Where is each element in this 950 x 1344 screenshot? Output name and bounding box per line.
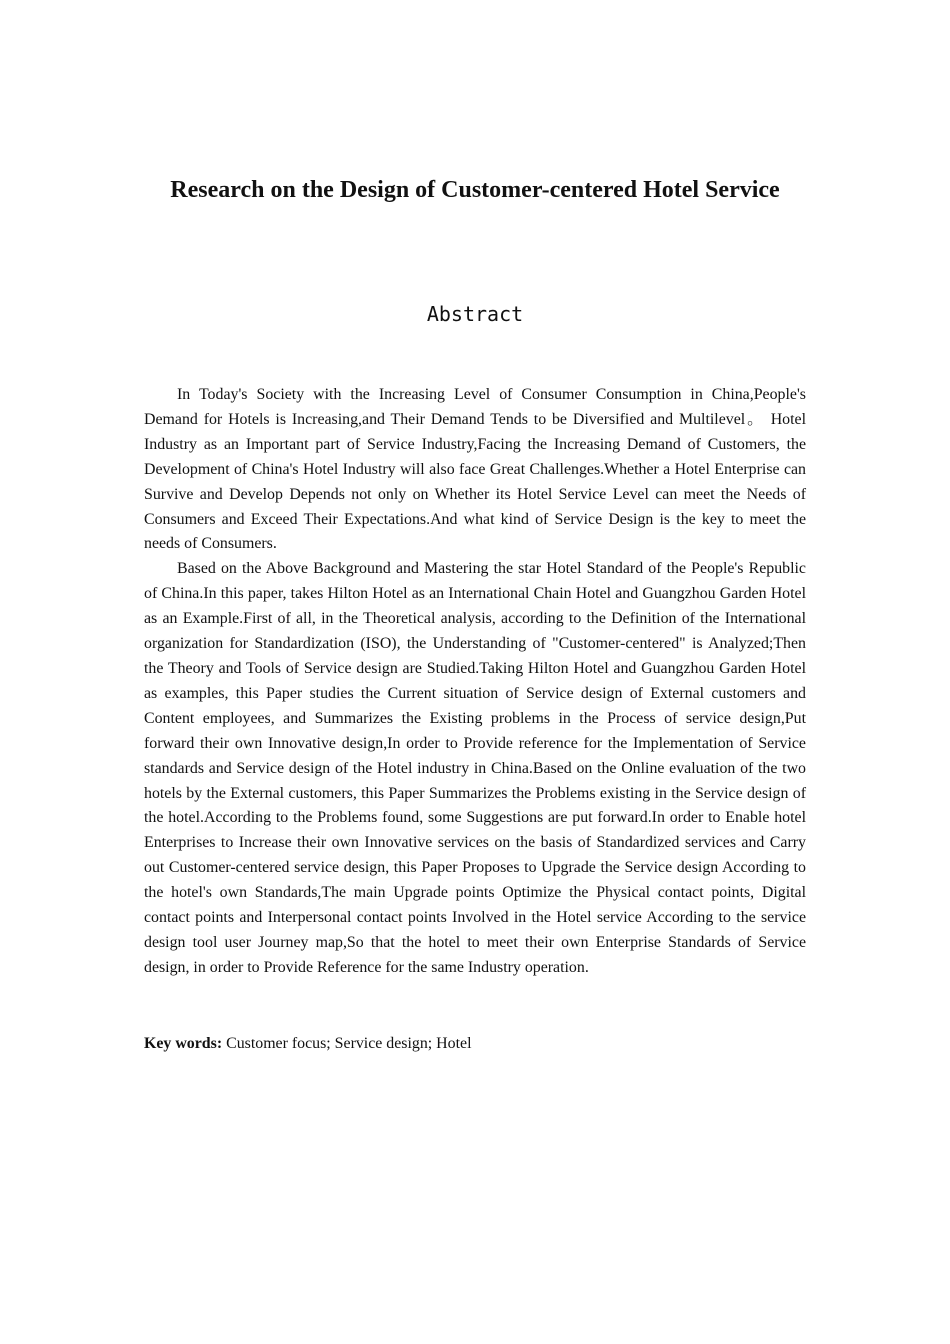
abstract-paragraph-2: Based on the Above Background and Mastering the star Hotel Standard of the People's Republic of China.In this paper, takes Hilton Hotel as an International Chain Hotel and Guangzhou Garden Hotel as an Example.First of all, in the Theoretical analysis, according to the Definition of the International organization for Standardization (ISO), the Understanding of "Customer-centered" is Analyzed;Then the Theory and Tools of Service design are Studied.Taking Hilton Hotel and Guangzhou Garden Hotel as examples, this Paper studies the Current situation of Service design of External customers and Content employees, and Summarizes the Existing problems in the Process of service design,Put forward their own Innovative design,In order to Provide reference for the Implementation of Service standards and Service design of the Hotel industry in China.Based on the Online evaluation of the two hotels by the External customers, this Paper Summarizes the Problems existing in the Service design of the hotel.According to the Problems found, some Suggestions are put forward.In order to Enable hotel Enterprises to Increase their own Innovative services on the basis of Standardized services and Carry out Customer-centered service design, this Paper Proposes to Upgrade the Service design According to the hotel's own Standards,The main Upgrade points Optimize the Physical contact points, Digital contact points and Interpersonal contact points Involved in the Hotel service According to the service design tool user Journey map,So that the hotel to meet their own Enterprise Standards of Service design, in order to Provide Reference for the same Industry operation. <box>144 560 806 976</box>
keywords-label: Key words: <box>144 1035 223 1052</box>
abstract-paragraph-1: In Today's Society with the Increasing Level of Consumer Consumption in China,People's Demand for Hotels is Increasing,and Their Demand Tends to be Diversified and Multilevel。 Hotel Industry as an Important part of Service Industry,Facing the Increasing Demand of Customers, the Development of China's Hotel Industry will also face Great Challenges.Whether a Hotel Enterprise can Survive and Develop Depends not only on Whether its Hotel Service Level can meet the Needs of Consumers and Exceed Their Expectations.And what kind of Service Design is the key to meet the needs of Consumers. <box>144 386 806 553</box>
abstract-body <box>144 383 806 981</box>
keywords-value: Customer focus; Service design; Hotel <box>226 1035 472 1052</box>
paper-title: Research on the Design of Customer-centered Hotel Service <box>170 177 780 203</box>
keywords-line <box>144 1031 806 1056</box>
abstract-heading: Abstract <box>426 302 524 326</box>
